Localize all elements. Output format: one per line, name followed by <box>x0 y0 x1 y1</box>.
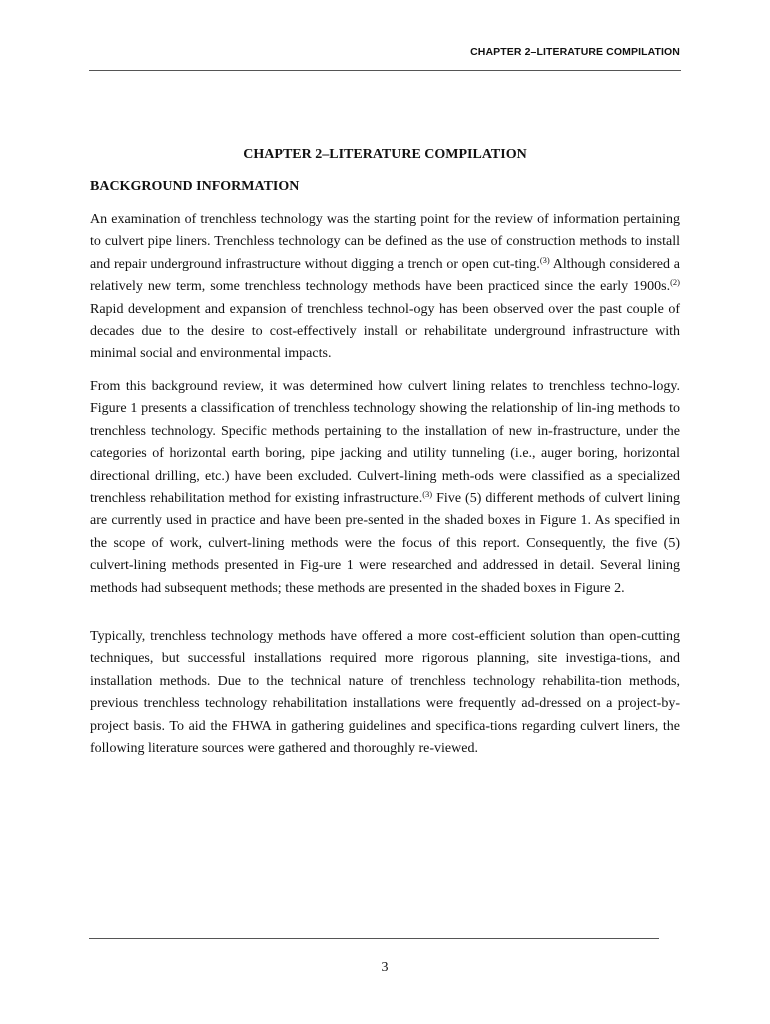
citation-ref: (3) <box>539 254 550 265</box>
citation-ref: (3) <box>422 489 433 500</box>
header-rule <box>89 70 681 71</box>
paragraph-2-text-b: Five (5) different methods of culvert lining are currently used in practice and have been pre-sented in the shaded boxes in Figure 1. As specified in the scope of work, culvert-lining methods were the focus of this report. Consequently, the five (5) culvert-lining methods presented in Fig-ure 1 were researched and addressed in detail. Several lining methods had subsequent methods; these methods are presented in the shaded boxes in Figure 2. <box>90 491 680 596</box>
paragraph-1-text-b: Although considered a relatively new term, some trenchless technology methods have been practiced since the early 1900s. <box>90 256 680 295</box>
footer-rule <box>89 938 659 939</box>
running-header: CHAPTER 2–LITERATURE COMPILATION <box>470 46 680 58</box>
paragraph-1-text-c: Rapid development and expansion of trenchless technol-ogy has been observed over the past couple of decades due to the desire to cost-effectively install or rehabilitate underground infrastructure with minimal social and environmental impacts. <box>90 301 680 362</box>
paragraph-2 <box>90 376 680 600</box>
paragraph-3 <box>90 626 680 760</box>
paragraph-1 <box>90 209 680 366</box>
paragraph-3-text-a: Typically, trenchless technology methods have offered a more cost-efficient solution than open-cutting techniques, but successful installations required more rigorous planning, site investiga-tions, and installation methods. Due to the technical nature of trenchless technology rehabilita-tion methods, previous trenchless technology rehabilitation installations were frequently ad-dressed on a project-by-project basis. To aid the FHWA in gathering guidelines and specifica-tions regarding culvert liners, the following literature sources were gathered and thoroughly re-viewed. <box>90 629 680 757</box>
page-number: 3 <box>381 960 389 975</box>
citation-ref: (2) <box>670 277 680 288</box>
paragraph-2-text-a: From this background review, it was determined how culvert lining relates to trenchless techno-logy. Figure 1 presents a classification of trenchless technology showing the relationship of lin-ing methods to trenchless technology. Specific methods pertaining to the installation of new in-frastructure, under the categories of horizontal earth boring, pipe jacking and utility tunneling (i.e., auger boring, horizontal directional drilling, etc.) have been excluded. Culvert-lining meth-ods were classified as a specialized trenchless rehabilitation method for existing infrastructure. <box>90 379 680 507</box>
chapter-title: CHAPTER 2–LITERATURE COMPILATION <box>243 147 527 162</box>
section-heading: BACKGROUND INFORMATION <box>90 179 300 194</box>
paragraph-1-text-a: An examination of trenchless technology was the starting point for the review of information pertaining to culvert pipe liners. Trenchless technology can be defined as the use of construction methods to install and repair underground infrastructure without digging a trench or open cut-ting. <box>90 212 680 272</box>
